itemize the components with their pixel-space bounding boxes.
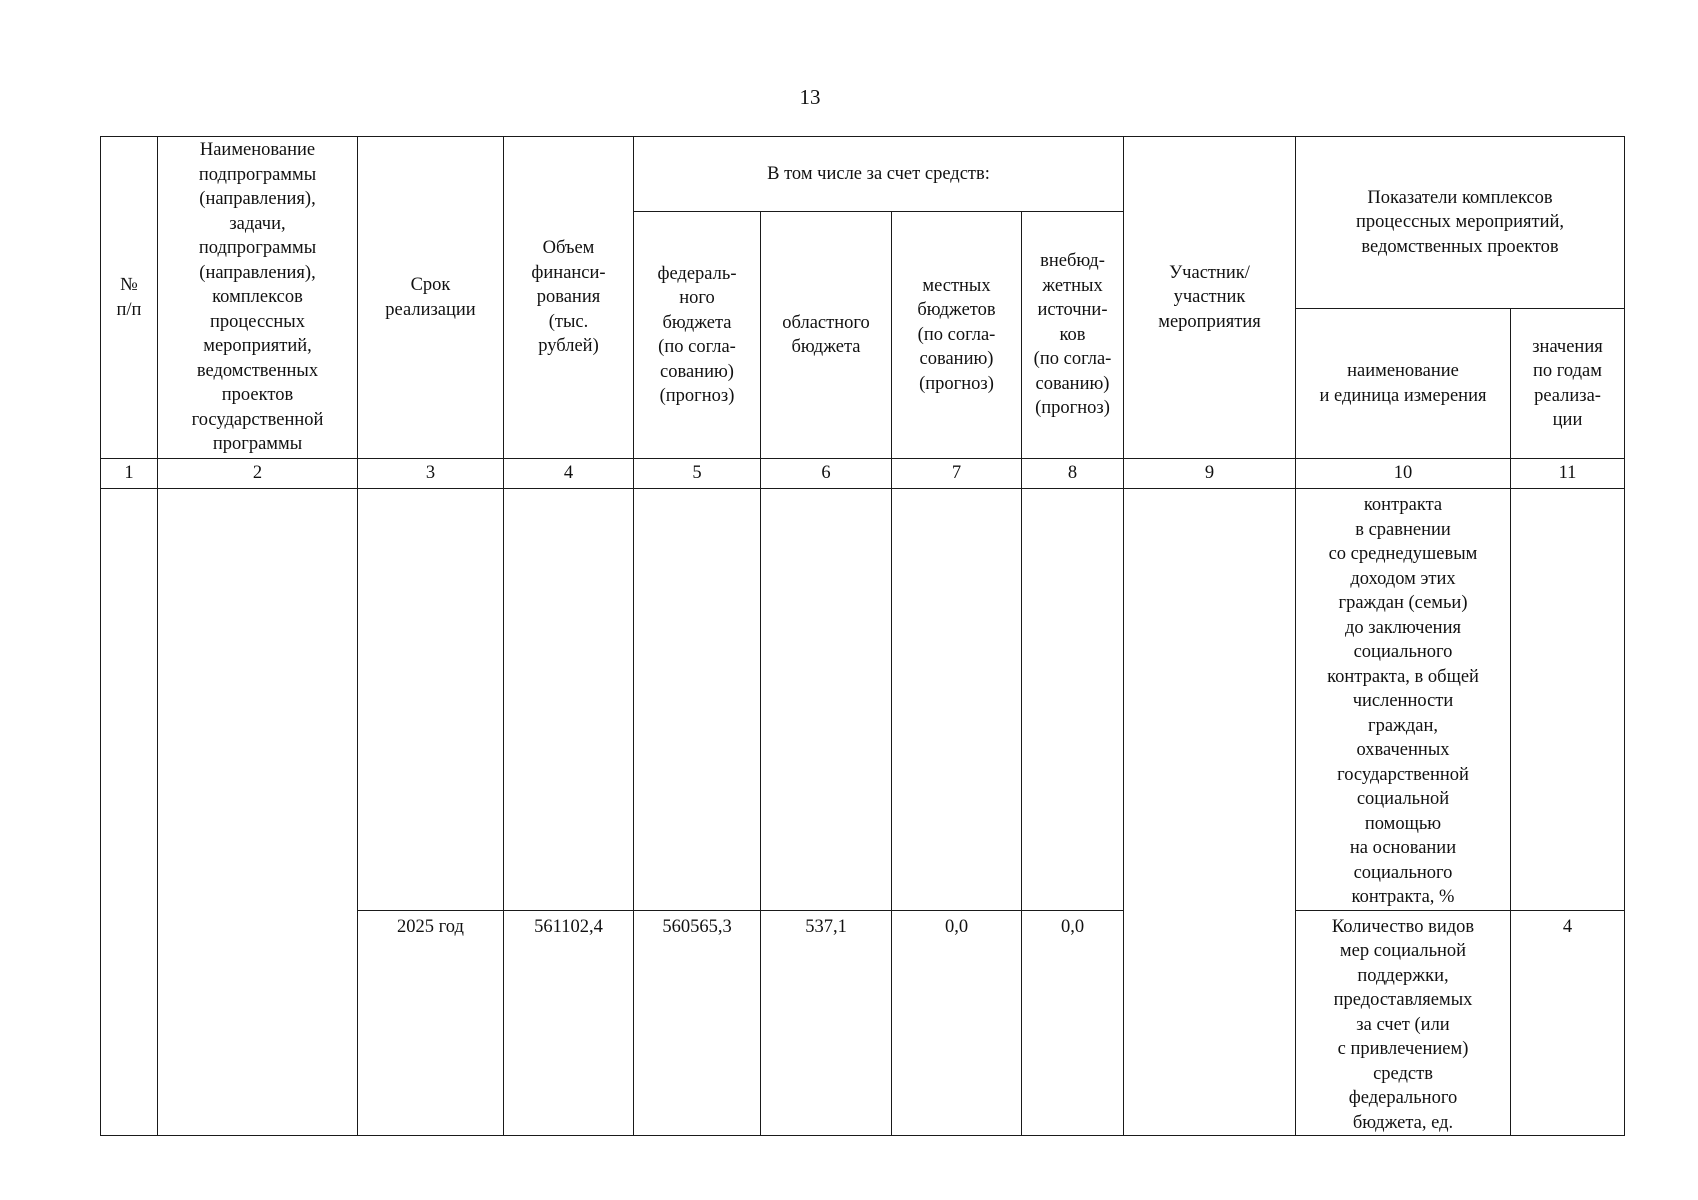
column-number: 1: [101, 459, 158, 489]
cell-indicator-value: [1511, 489, 1625, 911]
cell-extra: [1022, 489, 1124, 911]
column-number: 4: [504, 459, 634, 489]
cell-participant: [1124, 489, 1296, 1136]
cell-federal: [634, 489, 761, 911]
cell-extra: 0,0: [1022, 910, 1124, 1136]
cell-federal: 560565,3: [634, 910, 761, 1136]
header-federal: федераль- ного бюджета (по согла- сованию) (прогноз): [634, 212, 761, 459]
header-extra: внебюд- жетных источни- ков (по согла- сованию) (прогноз): [1022, 212, 1124, 459]
header-indicator-name: наименование и единица измерения: [1296, 309, 1511, 459]
header-volume: Объем финанси- рования (тыс. рублей): [504, 137, 634, 459]
cell-indicator-name: Количество видов мер социальной поддержки, предоставляемых за счет (или с привлечением) средств федерального бюджета, ед.: [1296, 910, 1511, 1136]
column-number: 7: [892, 459, 1022, 489]
cell-volume: [504, 489, 634, 911]
cell-regional: 537,1: [761, 910, 892, 1136]
column-number: 11: [1511, 459, 1625, 489]
cell-local: 0,0: [892, 910, 1022, 1136]
page-number: 13: [799, 85, 821, 109]
column-numbers-row: [101, 459, 1625, 489]
header-including: В том числе за счет средств:: [634, 137, 1124, 212]
table-row: [101, 489, 1625, 911]
column-number: 2: [158, 459, 358, 489]
cell-local: [892, 489, 1022, 911]
column-number: 5: [634, 459, 761, 489]
cell-num: [101, 489, 158, 1136]
financing-table: [100, 136, 1625, 1136]
cell-indicator-value: 4: [1511, 910, 1625, 1136]
cell-name: [158, 489, 358, 1136]
column-number: 6: [761, 459, 892, 489]
cell-volume: 561102,4: [504, 910, 634, 1136]
cell-regional: [761, 489, 892, 911]
column-number: 9: [1124, 459, 1296, 489]
header-num: № п/п: [101, 137, 158, 459]
cell-term: [358, 489, 504, 911]
column-number: 3: [358, 459, 504, 489]
header-participant: Участник/ участник мероприятия: [1124, 137, 1296, 459]
header-name: Наименование подпрограммы (направления), задачи, подпрограммы (направления), комплексов процессных мероприятий, ведомственных проектов государственной программы: [158, 137, 358, 459]
cell-indicator-name: контракта в сравнении со среднедушевым доходом этих граждан (семьи) до заключения социального контракта, в общей численности граждан, охваченных государственной социальной помощью на основании социального контракта, %: [1296, 489, 1511, 911]
header-regional: областного бюджета: [761, 212, 892, 459]
header-row-1: [101, 137, 1625, 212]
column-number: 10: [1296, 459, 1511, 489]
header-local: местных бюджетов (по согла- сованию) (прогноз): [892, 212, 1022, 459]
header-term: Срок реализации: [358, 137, 504, 459]
cell-term: 2025 год: [358, 910, 504, 1136]
header-indicator-values: значения по годам реализа- ции: [1511, 309, 1625, 459]
header-indicators: Показатели комплексов процессных мероприятий, ведомственных проектов: [1296, 137, 1625, 309]
column-number: 8: [1022, 459, 1124, 489]
